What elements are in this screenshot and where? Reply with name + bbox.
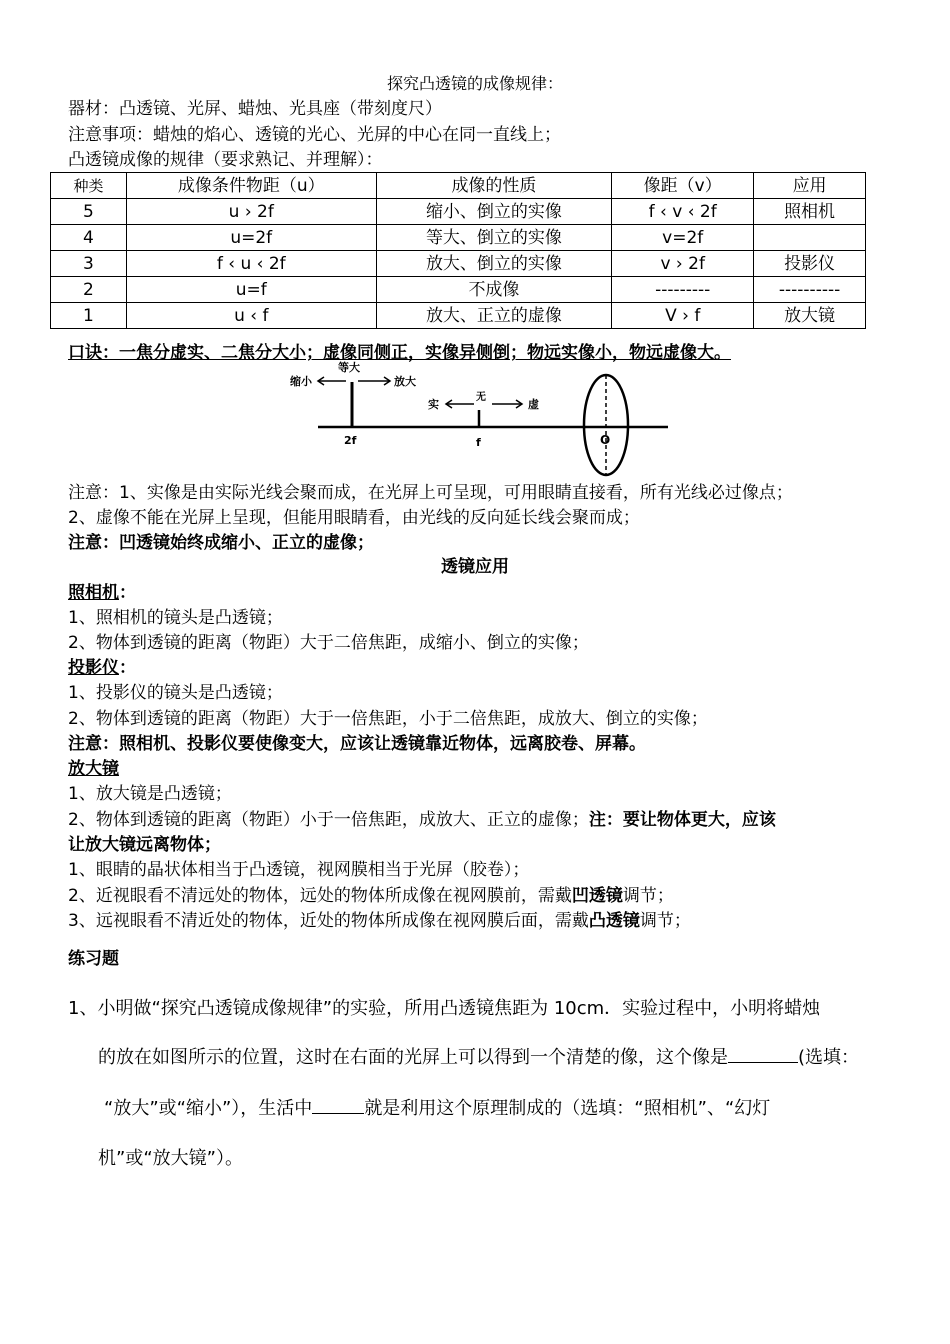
camera-title: 照相机 [68, 583, 119, 603]
imaging-rule-table [50, 172, 866, 329]
eye-point-2-lens: 凹透镜 [571, 886, 623, 906]
table-cell: u › 2f [126, 199, 376, 225]
rule-heading: 凸透镜成像的规律（要求熟记、并理解）： [68, 150, 383, 170]
table-cell: 不成像 [376, 277, 612, 303]
table-cell: 3 [51, 251, 127, 277]
projector-point-2: 2、物体到透镜的距离（物距）大于一倍焦距，小于二倍焦距，成放大、倒立的实像； [68, 709, 708, 729]
table-cell: f ‹ v ‹ 2f [612, 199, 754, 225]
table-row [51, 277, 866, 303]
exercise-line-3 [104, 1097, 770, 1121]
magnifier-point-2 [68, 808, 776, 832]
table-header-row [51, 173, 866, 199]
eye-point-1: 1、眼睛的晶状体相当于凸透镜，视网膜相当于光屏（胶卷）； [68, 860, 530, 880]
header-object-distance: 成像条件物距（u） [126, 173, 376, 199]
section-heading-applications: 透镜应用 [441, 557, 509, 577]
table-cell: v=2f [612, 225, 754, 251]
eye-point-3-end: 调节； [639, 911, 691, 931]
table-cell: 2 [51, 277, 127, 303]
table-cell: 5 [51, 199, 127, 225]
table-cell: f ‹ u ‹ 2f [126, 251, 376, 277]
table-cell: 4 [51, 225, 127, 251]
camera-heading [68, 581, 136, 605]
table-cell: 投影仪 [754, 251, 866, 277]
table-cell: --------- [612, 277, 754, 303]
header-application: 应用 [754, 173, 866, 199]
label-f: f [476, 436, 481, 449]
magnifier-point-1: 1、放大镜是凸透镜； [68, 784, 232, 804]
exercise-line-2-end: (选填： [798, 1047, 860, 1068]
exercise-line-2-text: 的放在如图所示的位置，这时在右面的光屏上可以得到一个清楚的像，这个像是 [98, 1047, 728, 1068]
note-virtual-image: 2、虚像不能在光屏上呈现，但能用眼睛看，由光线的反向延长线会聚而成； [68, 508, 640, 528]
answer-blank-1[interactable] [728, 1062, 798, 1063]
materials-line: 器材：凸透镜、光屏、蜡烛、光具座（带刻度尺） [68, 99, 442, 119]
table-cell: 照相机 [754, 199, 866, 225]
table-cell: u ‹ f [126, 303, 376, 329]
exercise-line-3-text: “放大”或“缩小”），生活中 [104, 1098, 313, 1119]
table-cell: u=2f [126, 225, 376, 251]
exercise-line-1: 1、小明做“探究凸透镜成像规律”的实验，所用凸透镜焦距为 10cm．实验过程中，小明将蜡烛 [68, 998, 821, 1019]
header-kind: 种类 [51, 173, 127, 199]
table-cell: v › 2f [612, 251, 754, 277]
lens-diagram [270, 360, 680, 480]
note-real-image: 注意：1、实像是由实际光线会聚而成，在光屏上可呈现，可用眼睛直接看，所有光线必过像点； [68, 483, 793, 503]
camera-point-2: 2、物体到透镜的距离（物距）大于二倍焦距，成缩小、倒立的实像； [68, 633, 589, 653]
label-real: 实 [428, 398, 439, 411]
label-virtual: 虚 [528, 398, 539, 411]
projector-note: 注意：照相机、投影仪要使像变大，应该让透镜靠近物体，远离胶卷、屏幕。 [68, 734, 646, 754]
table-cell: 等大、倒立的实像 [376, 225, 612, 251]
table-cell: u=f [126, 277, 376, 303]
eye-point-2-text: 2、近视眼看不清远处的物体，远处的物体所成像在视网膜前，需戴 [68, 886, 572, 906]
exercise-line-2 [98, 1046, 859, 1070]
table-cell: 放大镜 [754, 303, 866, 329]
projector-title: 投影仪 [68, 658, 119, 678]
table-cell: ---------- [754, 277, 866, 303]
note-concave-lens: 注意：凹透镜始终成缩小、正立的虚像； [68, 533, 374, 553]
projector-colon: ： [119, 658, 136, 678]
camera-colon: ： [119, 583, 136, 603]
table-row [51, 199, 866, 225]
mnemonic-line: 口诀：一焦分虚实、二焦分大小；虚像同侧正，实像异侧倒；物远实像小，物远虚像大。 [68, 343, 731, 363]
eye-point-3 [68, 909, 691, 933]
table-row [51, 303, 866, 329]
camera-point-1: 1、照相机的镜头是凸透镜； [68, 608, 283, 628]
answer-blank-2[interactable] [312, 1113, 364, 1114]
exercise-heading: 练习题 [68, 949, 119, 969]
exercise-line-3-end: 就是利用这个原理制成的（选填：“照相机”、“幻灯 [364, 1098, 771, 1119]
magnifier-title: 放大镜 [68, 759, 119, 779]
magnifier-point-2-text: 2、物体到透镜的距离（物距）小于一倍焦距，成放大、正立的虚像； [68, 810, 589, 830]
label-equal: 等大 [338, 361, 360, 374]
magnifier-note-start: 注：要让物体更大，应该 [588, 810, 776, 830]
table-cell: 放大、倒立的实像 [376, 251, 612, 277]
projector-point-1: 1、投影仪的镜头是凸透镜； [68, 683, 283, 703]
header-image-distance: 像距（v） [612, 173, 754, 199]
table-cell [754, 225, 866, 251]
label-shrink: 缩小 [290, 375, 312, 388]
eye-point-2 [68, 884, 674, 908]
notice-line: 注意事项：蜡烛的焰心、透镜的光心、光屏的中心在同一直线上； [68, 125, 561, 145]
page-title: 探究凸透镜的成像规律： [386, 74, 563, 93]
eye-point-2-end: 调节； [622, 886, 674, 906]
label-none: 无 [476, 392, 486, 403]
projector-heading [68, 656, 136, 680]
table-row [51, 225, 866, 251]
label-2f: 2f [344, 434, 357, 447]
header-image-nature: 成像的性质 [376, 173, 612, 199]
table-row [51, 251, 866, 277]
table-cell: 1 [51, 303, 127, 329]
label-o: O [600, 433, 611, 447]
table-cell: V › f [612, 303, 754, 329]
table-cell: 放大、正立的虚像 [376, 303, 612, 329]
exercise-line-4: 机”或“放大镜”）。 [98, 1148, 243, 1169]
eye-point-3-text: 3、远视眼看不清近处的物体，近处的物体所成像在视网膜后面，需戴 [68, 911, 589, 931]
magnifier-note-end: 让放大镜远离物体； [68, 835, 221, 855]
label-enlarge: 放大 [394, 375, 416, 388]
eye-point-3-lens: 凸透镜 [588, 911, 640, 931]
table-cell: 缩小、倒立的实像 [376, 199, 612, 225]
